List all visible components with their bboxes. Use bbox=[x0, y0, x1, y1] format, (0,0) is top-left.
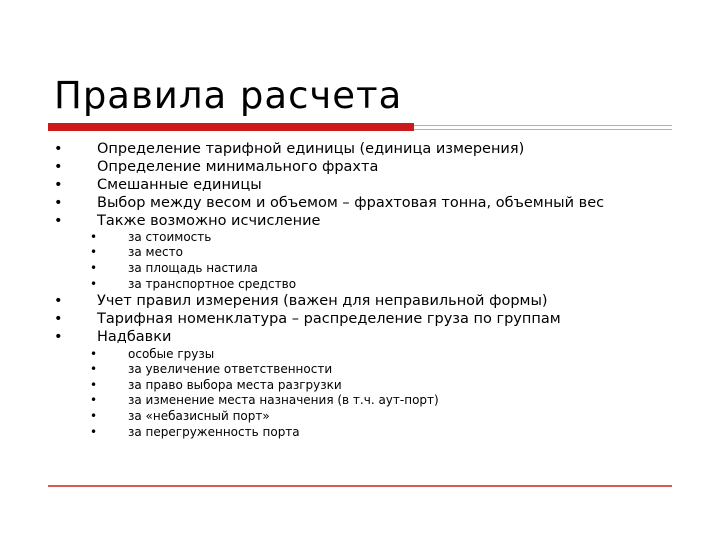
bullet-icon: • bbox=[90, 425, 98, 439]
sub-list-item-text: за перегруженность порта bbox=[128, 425, 300, 439]
bullet-icon: • bbox=[90, 230, 98, 244]
sub-list-item bbox=[90, 347, 215, 362]
list-item-text: Учет правил измерения (важен для неправильной формы) bbox=[97, 293, 548, 309]
bullet-icon: • bbox=[54, 311, 63, 327]
bullet-icon: • bbox=[90, 409, 98, 423]
footer-divider bbox=[48, 485, 672, 487]
sub-list-item-text: за транспортное средство bbox=[128, 277, 297, 291]
sub-list-item-text: за площадь настила bbox=[128, 261, 258, 275]
sub-list-item-text: за право выбора места разгрузки bbox=[128, 378, 342, 392]
sub-list-item bbox=[90, 409, 270, 424]
sub-list-item bbox=[90, 245, 183, 260]
list-item bbox=[54, 310, 561, 328]
bullet-icon: • bbox=[90, 261, 98, 275]
slide-title: Правила расчета bbox=[54, 74, 403, 117]
sub-list-item-text: особые грузы bbox=[128, 347, 215, 361]
bullet-icon: • bbox=[54, 195, 63, 211]
list-item bbox=[54, 212, 321, 230]
list-item-text: Также возможно исчисление bbox=[97, 213, 321, 229]
sub-list-item bbox=[90, 378, 342, 393]
list-item-text: Выбор между весом и объемом – фрахтовая тонна, объемный вес bbox=[97, 195, 605, 211]
bullet-icon: • bbox=[90, 362, 98, 376]
list-item bbox=[54, 176, 262, 194]
list-item-text: Определение тарифной единицы (единица измерения) bbox=[97, 141, 525, 157]
sub-list-item bbox=[90, 230, 212, 245]
sub-list-item bbox=[90, 425, 300, 440]
list-item bbox=[54, 328, 172, 346]
title-accent-bar bbox=[48, 123, 414, 131]
sub-list-item bbox=[90, 261, 258, 276]
list-item-text: Надбавки bbox=[97, 329, 172, 345]
bullet-icon: • bbox=[90, 378, 98, 392]
sub-list-item bbox=[90, 362, 333, 377]
sub-list-item bbox=[90, 393, 439, 408]
list-item bbox=[54, 194, 605, 212]
list-item bbox=[54, 158, 379, 176]
bullet-icon: • bbox=[54, 159, 63, 175]
sub-list-item-text: за увеличение ответственности bbox=[128, 362, 333, 376]
sub-list-item-text: за место bbox=[128, 245, 183, 259]
sub-list-item-text: за «небазисный порт» bbox=[128, 409, 270, 423]
bullet-icon: • bbox=[54, 177, 63, 193]
bullet-icon: • bbox=[90, 245, 98, 259]
bullet-icon: • bbox=[54, 329, 63, 345]
list-item bbox=[54, 292, 548, 310]
bullet-icon: • bbox=[90, 393, 98, 407]
sub-list-item-text: за изменение места назначения (в т.ч. аут-порт) bbox=[128, 393, 439, 407]
list-item bbox=[54, 140, 525, 158]
sub-list-item-text: за стоимость bbox=[128, 230, 212, 244]
list-item-text: Тарифная номенклатура – распределение груза по группам bbox=[97, 311, 561, 327]
sub-list-item bbox=[90, 277, 297, 292]
bullet-icon: • bbox=[54, 141, 63, 157]
bullet-icon: • bbox=[54, 213, 63, 229]
bullet-icon: • bbox=[90, 277, 98, 291]
bullet-icon: • bbox=[90, 347, 98, 361]
bullet-icon: • bbox=[54, 293, 63, 309]
list-item-text: Определение минимального фрахта bbox=[97, 159, 379, 175]
list-item-text: Смешанные единицы bbox=[97, 177, 262, 193]
